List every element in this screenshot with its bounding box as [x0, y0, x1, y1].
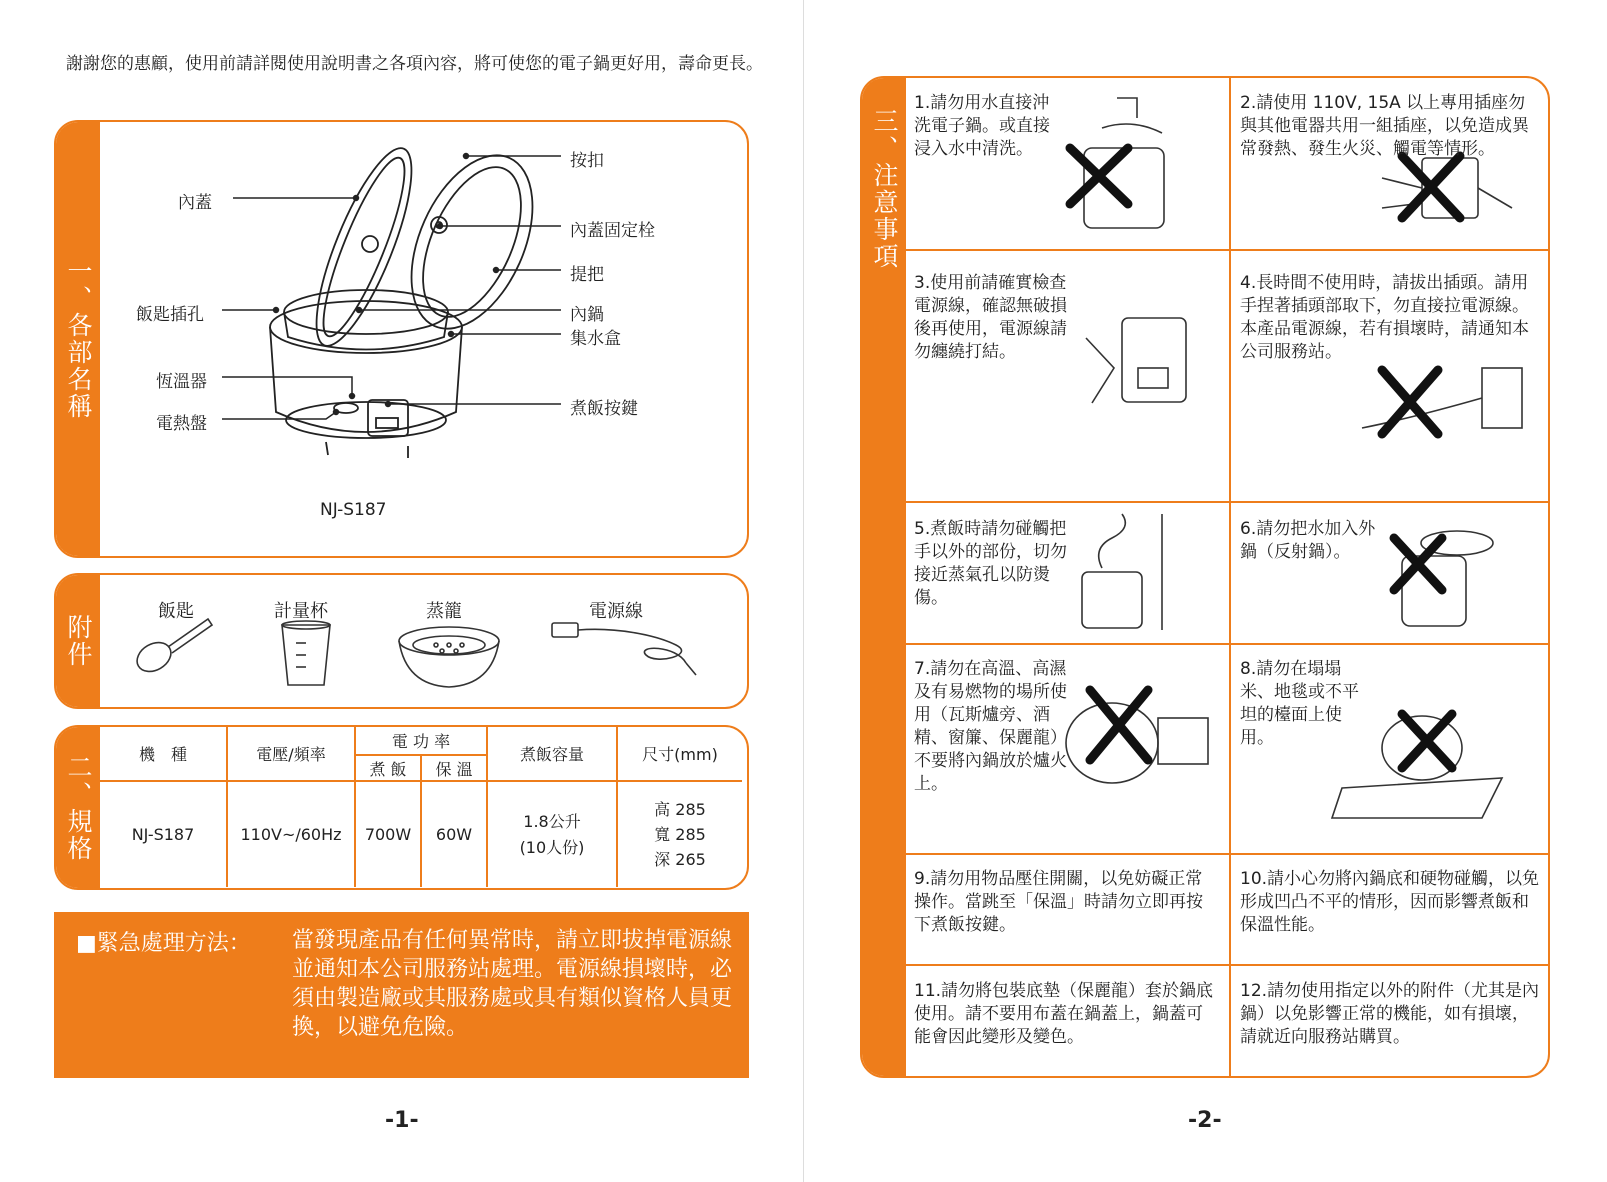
x-mark-2	[1402, 156, 1460, 218]
page-number-1: -1-	[385, 1108, 419, 1133]
spec-size-w: 寬 285	[654, 825, 706, 844]
spec-header-model: 機 種	[100, 727, 227, 781]
caution-10: 10.請小心勿將內鍋底和硬物碰觸，以免形成凹凸不平的情形，因而影響煮飯和保溫性能。	[1240, 869, 1540, 935]
spec-value-model: NJ-S187	[100, 781, 227, 887]
accessories-tab: 附件	[56, 575, 100, 707]
x-mark-1	[1070, 148, 1128, 204]
spec-capacity-line2: (10人份)	[519, 837, 585, 857]
emergency-title: ■緊急處理方法：	[76, 931, 251, 956]
caution-icon-steam	[1082, 514, 1162, 630]
spec-header-power: 電 功 率	[355, 727, 487, 755]
label-anko: 按扣	[570, 151, 604, 171]
power-cord-icon	[552, 623, 696, 675]
label-cook-button: 煮飯按鍵	[570, 399, 638, 419]
spec-size-h: 高 285	[654, 800, 706, 819]
parts-panel	[54, 120, 749, 558]
caution-icon-cord-check	[1086, 318, 1186, 403]
spec-header-warm: 保 溫	[421, 755, 487, 781]
spec-size-d: 深 265	[654, 850, 706, 869]
x-mark-8	[1402, 714, 1452, 768]
caution-6: 6.請勿把水加入外鍋（反射鍋）。	[1240, 519, 1376, 562]
caution-3: 3.使用前請確實檢查電源線，確認無破損後再使用，電源線請勿纏繞打結。	[914, 273, 1067, 362]
cautions-panel	[860, 76, 1550, 1078]
page-number-2: -2-	[1188, 1108, 1222, 1133]
spec-value-size	[617, 781, 742, 887]
x-mark-4	[1382, 370, 1438, 434]
measuring-cup-icon	[282, 621, 330, 685]
accessory-label-steamer: 蒸籠	[426, 601, 462, 622]
caution-4: 4.長時間不使用時，請拔出插頭。請用手捏著插頭部取下，勿直接拉電源線。本產品電源線，若有損壞時，請通知本公司服務站。	[1240, 273, 1529, 362]
cooker-body-drawing	[270, 301, 462, 353]
spec-header-size: 尺寸(mm)	[617, 727, 742, 781]
label-heater: 電熱盤	[156, 414, 207, 434]
accessory-label-cup: 計量杯	[274, 601, 328, 622]
parts-tab: 一、各部名稱	[56, 122, 100, 556]
emergency-box	[54, 912, 749, 1078]
spec-tab: 二、規格	[56, 727, 100, 888]
spec-capacity-line1: 1.8公升	[523, 811, 581, 831]
caution-12: 12.請勿使用指定以外的附件（尤其是內鍋）以免影響正常的機能，如有損壞，請就近向服務站購買。	[1240, 981, 1540, 1047]
label-lid-pin: 內蓋固定栓	[570, 221, 655, 241]
label-water-box: 集水盒	[570, 329, 621, 349]
caution-7: 7.請勿在高溫、高濕及有易燃物的場所使用（瓦斯爐旁、酒精、窗簾、保麗龍）不要將內鍋放於爐火上。	[914, 659, 1067, 794]
spec-value-capacity	[487, 781, 617, 887]
spec-value-cook: 700W	[355, 781, 421, 887]
model-name: NJ-S187	[320, 500, 387, 520]
cautions-tab: 三、注意事項	[862, 78, 906, 1076]
label-inner-lid: 內蓋	[178, 193, 212, 213]
steamer-icon	[399, 627, 499, 687]
accessories-panel	[54, 573, 749, 709]
spec-header-voltage: 電壓/頻率	[227, 727, 355, 781]
label-handle: 提把	[570, 265, 604, 285]
rice-cooker-diagram	[56, 122, 749, 558]
label-inner-pot: 內鍋	[570, 305, 604, 325]
spec-header-capacity: 煮飯容量	[487, 727, 617, 781]
caution-1: 1.請勿用水直接沖洗電子鍋。或直接浸入水中清洗。	[914, 93, 1050, 159]
x-mark-7	[1090, 690, 1148, 760]
label-thermostat: 恆溫器	[156, 372, 207, 392]
page-fold	[803, 0, 804, 1182]
caution-11: 11.請勿將包裝底墊（保麗龍）套於鍋底使用。請不要用布蓋在鍋蓋上，鍋蓋可能會因此變形及變色。	[914, 981, 1214, 1047]
spec-table	[100, 727, 742, 887]
caution-2: 2.請使用 110V, 15A 以上專用插座勿與其他電器共用一組插座，以免造成異常發熱、發生火災、觸電等情形。	[1240, 93, 1529, 159]
accessory-label-cord: 電源線	[589, 601, 643, 622]
label-spoon-hole: 飯匙插孔	[136, 305, 204, 325]
spec-header-cook: 煮 飯	[355, 755, 421, 781]
emergency-body: 當發現產品有任何異常時，請立即拔掉電源線並通知本公司服務站處理。電源線損壞時，必須由製造廠或其服務處或具有類似資格人員更換，以避免危險。	[292, 928, 733, 1040]
inner-lid-drawing	[298, 138, 429, 356]
spoon-icon	[132, 619, 212, 677]
caution-icon-outer-pot	[1402, 531, 1493, 626]
caution-5: 5.煮飯時請勿碰觸把手以外的部份，切勿接近蒸氣孔以防燙傷。	[914, 519, 1067, 608]
spec-value-voltage: 110V~/60Hz	[227, 781, 355, 887]
accessories-drawing	[56, 575, 749, 709]
spec-panel	[54, 725, 749, 890]
caution-8: 8.請勿在塌塌米、地毯或不平坦的檯面上使用。	[1240, 659, 1359, 748]
main-lid-drawing	[387, 137, 557, 347]
intro-text: 謝謝您的惠顧，使用前請詳閱使用說明書之各項內容，將可使您的電子鍋更好用，壽命更長。	[66, 54, 763, 74]
caution-icon-wash	[1084, 98, 1164, 228]
spec-value-warm: 60W	[421, 781, 487, 887]
caution-9: 9.請勿用物品壓住開關，以免妨礙正常操作。當跳至「保溫」時請勿立即再按下煮飯按鍵。	[914, 869, 1203, 935]
accessory-label-spoon: 飯匙	[158, 601, 194, 622]
x-mark-6	[1394, 538, 1442, 590]
